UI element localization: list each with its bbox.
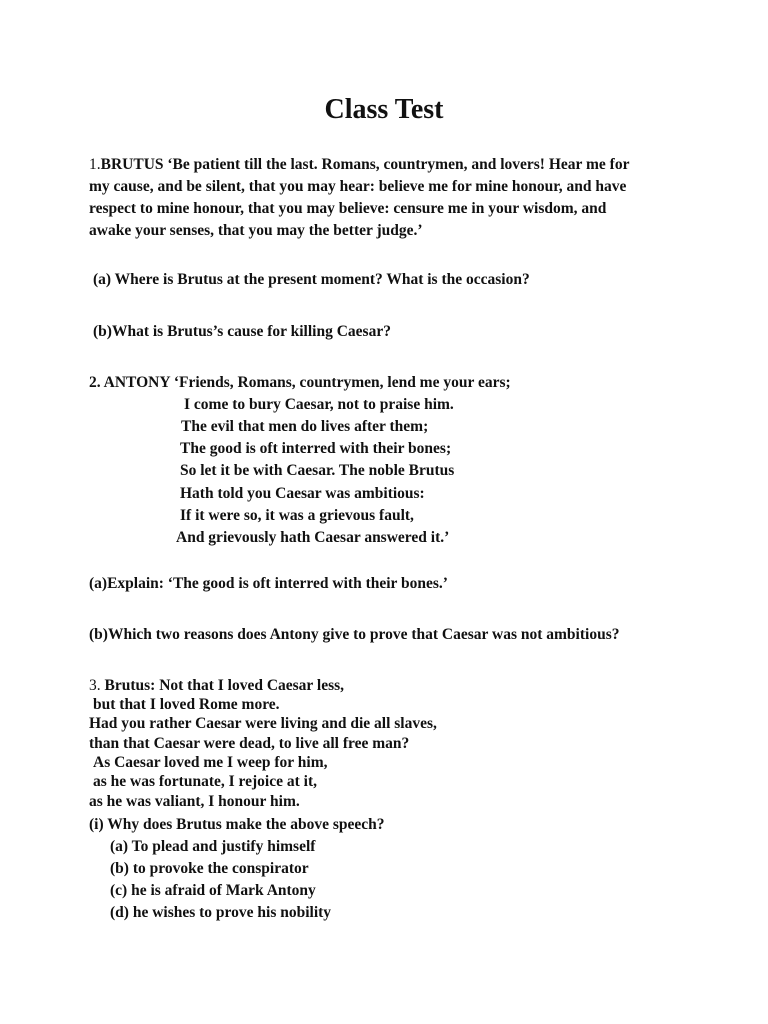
q3-passage-line-5: As Caesar loved me I weep for him,	[93, 754, 328, 771]
q3-passage-line-4: than that Caesar were dead, to live all free man?	[89, 735, 410, 752]
q3-passage-line-3: Had you rather Caesar were living and die all slaves,	[89, 715, 437, 732]
q3-question: (i) Why does Brutus make the above speech?	[89, 816, 385, 833]
q2-passage-line-2: I come to bury Caesar, not to praise him.	[184, 396, 454, 413]
q1-passage-line-4: awake your senses, that you may the better judge.’	[89, 222, 423, 239]
q2-passage-line-3: The evil that men do lives after them;	[181, 418, 429, 435]
q1-passage-line-1	[89, 155, 629, 175]
q2-passage-line-4: The good is oft interred with their bones;	[180, 440, 452, 457]
q3-passage-line-7: as he was valiant, I honour him.	[89, 793, 300, 810]
q2-passage-line-7: If it were so, it was a grievous fault,	[180, 507, 414, 524]
q1-part-a: (a) Where is Brutus at the present moment? What is the occasion?	[93, 271, 530, 288]
q2-passage-line-6: Hath told you Caesar was ambitious:	[180, 485, 425, 502]
q3-number: 3.	[89, 677, 101, 694]
q3-option-c: (c) he is afraid of Mark Antony	[110, 882, 316, 899]
q1-passage-line-3: respect to mine honour, that you may believe: censure me in your wisdom, and	[89, 200, 607, 217]
q1-part-b: (b)What is Brutus’s cause for killing Caesar?	[93, 323, 391, 340]
q3-passage-text-1: Brutus: Not that I loved Caesar less,	[104, 677, 345, 694]
q3-passage-line-6: as he was fortunate, I rejoice at it,	[93, 773, 317, 790]
page-title: Class Test	[324, 94, 444, 125]
q3-option-b: (b) to provoke the conspirator	[110, 860, 309, 877]
q2-passage-line-1: 2. ANTONY ‘Friends, Romans, countrymen, lend me your ears;	[89, 374, 511, 391]
q3-passage-line-1	[89, 676, 344, 696]
q1-number: 1.	[89, 156, 101, 173]
q2-passage-line-5: So let it be with Caesar. The noble Brutus	[180, 462, 455, 479]
q2-passage-line-8: And grievously hath Caesar answered it.’	[176, 529, 450, 546]
q3-passage-line-2: but that I loved Rome more.	[93, 696, 280, 713]
q1-passage-text-1: BRUTUS ‘Be patient till the last. Romans, countrymen, and lovers! Hear me for	[100, 156, 630, 173]
q2-part-a: (a)Explain: ‘The good is oft interred with their bones.’	[89, 575, 448, 592]
q3-option-d: (d) he wishes to prove his nobility	[110, 904, 332, 921]
q3-option-a: (a) To plead and justify himself	[110, 838, 316, 855]
q1-passage-line-2: my cause, and be silent, that you may hear: believe me for mine honour, and have	[89, 178, 627, 195]
q2-part-b: (b)Which two reasons does Antony give to prove that Caesar was not ambitious?	[89, 626, 620, 643]
